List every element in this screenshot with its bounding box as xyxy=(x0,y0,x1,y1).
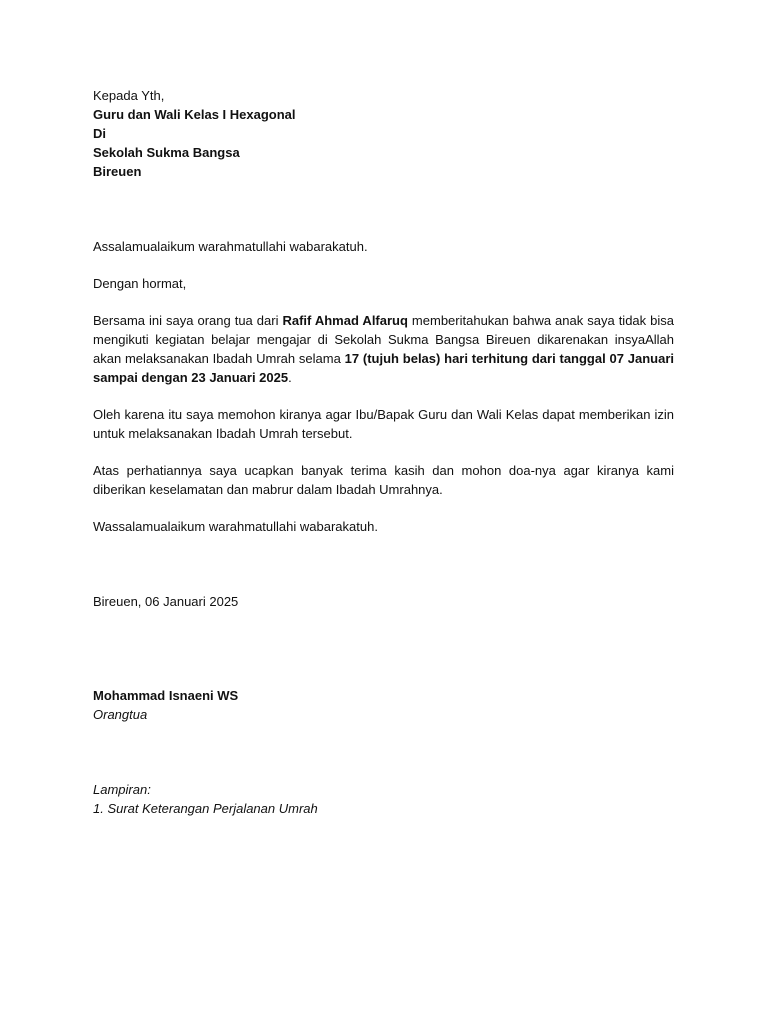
spacer xyxy=(93,387,674,405)
letter-page xyxy=(93,86,674,818)
body-paragraph-3: Atas perhatiannya saya ucapkan banyak terima kasih dan mohon doa-nya agar kiranya kami diberikan keselamatan dan mabrur dalam Ibadah Umrahnya. xyxy=(93,463,674,497)
body-paragraph-2: Oleh karena itu saya memohon kiranya agar Ibu/Bapak Guru dan Wali Kelas dapat memberikan izin untuk melaksanakan Ibadah Umrah tersebut. xyxy=(93,407,674,441)
recipient-greeting: Kepada Yth, xyxy=(93,88,165,103)
student-name: Rafif Ahmad Alfaruq xyxy=(282,313,408,328)
recipient-line-2: Di xyxy=(93,126,106,141)
umrah-duration: 17 (tujuh belas) hari terhitung dari tanggal 07 Januari sampai dengan 23 Januari 2025 xyxy=(93,351,674,385)
attachments-label: Lampiran: xyxy=(93,782,151,797)
signatory-name: Mohammad Isnaeni WS xyxy=(93,688,239,703)
body-p1-text-1: Bersama ini saya orang tua dari xyxy=(93,313,283,328)
spacer xyxy=(93,181,674,237)
opening-greeting: Assalamualaikum warahmatullahi wabarakatuh. xyxy=(93,239,368,254)
signature-block xyxy=(93,686,674,724)
recipient-line-4: Bireuen xyxy=(93,164,142,179)
body-p1-text-3: . xyxy=(288,370,292,385)
body-paragraph-1 xyxy=(93,311,674,387)
spacer xyxy=(93,293,674,311)
recipient-block xyxy=(93,86,674,181)
closing-greeting: Wassalamualaikum warahmatullahi wabarakatuh. xyxy=(93,519,378,534)
spacer xyxy=(93,536,674,592)
attachment-item: 1. Surat Keterangan Perjalanan Umrah xyxy=(93,801,318,816)
signatory-role: Orangtua xyxy=(93,707,148,722)
attachments-block xyxy=(93,780,674,818)
place-date: Bireuen, 06 Januari 2025 xyxy=(93,594,239,609)
spacer xyxy=(93,611,674,686)
body-p1-text-2: memberitahukan bahwa anak saya tidak bisa mengikuti kegiatan belajar mengajar di Sekolah Sukma Bangsa Bireuen dikarenakan insyaAllah akan melaksanakan Ibadah Umrah selama xyxy=(93,313,674,366)
spacer xyxy=(93,256,674,274)
spacer xyxy=(93,443,674,461)
salutation: Dengan hormat, xyxy=(93,276,187,291)
recipient-line-1: Guru dan Wali Kelas I Hexagonal xyxy=(93,107,296,122)
spacer xyxy=(93,499,674,517)
recipient-line-3: Sekolah Sukma Bangsa xyxy=(93,145,240,160)
spacer xyxy=(93,724,674,780)
